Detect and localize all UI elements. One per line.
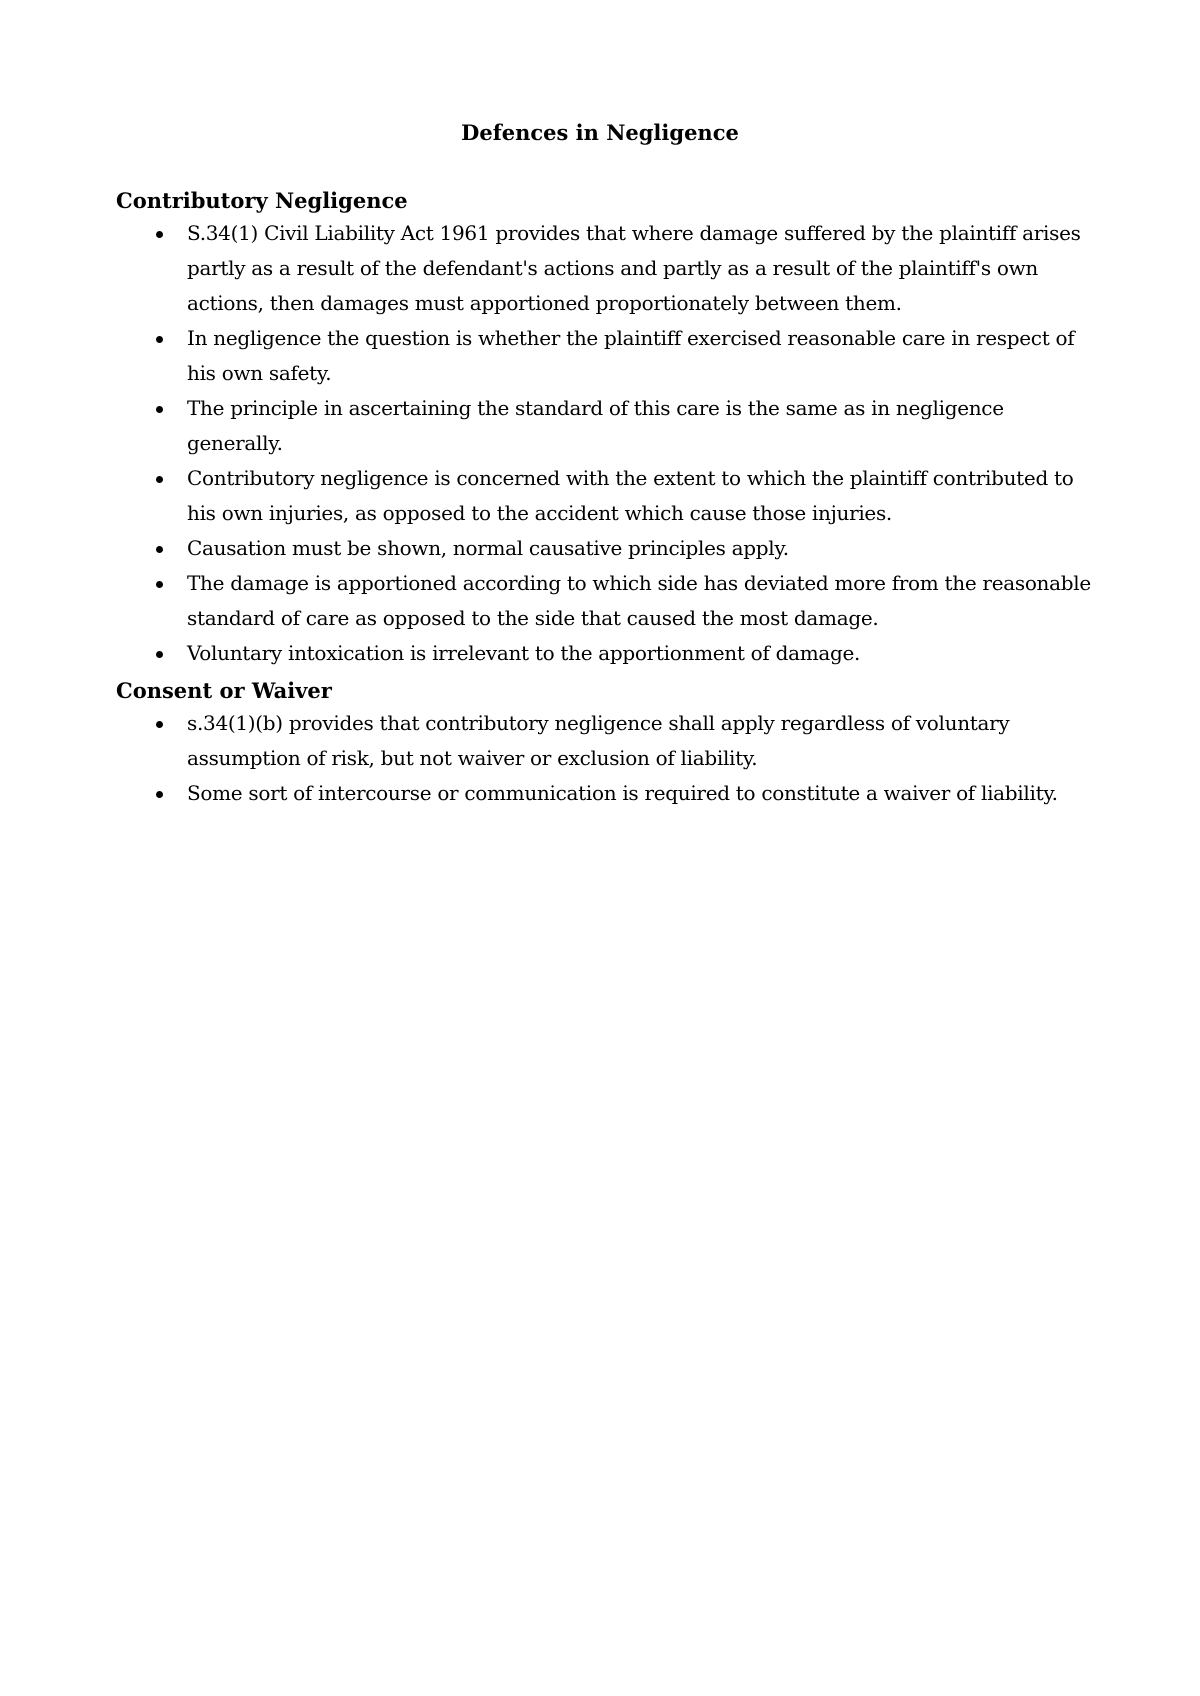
- list-item-text: In negligence the question is whether the plaintiff exercised reasonable care in respect of his own safety.: [187, 326, 1075, 385]
- list-item: [116, 391, 1096, 461]
- section-contributory-negligence: [116, 188, 1096, 671]
- list-item-text: Some sort of intercourse or communication is required to constitute a waiver of liability.: [187, 781, 1058, 805]
- list-item-text: s.34(1)(b) provides that contributory negligence shall apply regardless of voluntary assumption of risk, but not waiver or exclusion of liability.: [187, 711, 1010, 770]
- document-title: Defences in Negligence: [461, 120, 739, 145]
- bullet-icon: [156, 231, 163, 238]
- list-item: [116, 216, 1096, 321]
- bullet-icon: [156, 476, 163, 483]
- bullet-list: [116, 216, 1096, 671]
- list-item: [116, 706, 1096, 776]
- bullet-icon: [156, 651, 163, 658]
- section-heading: Contributory Negligence: [116, 188, 408, 213]
- list-item: [116, 461, 1096, 531]
- list-item-text: The damage is apportioned according to which side has deviated more from the reasonable standard of care as opposed to the side that caused the most damage.: [187, 571, 1091, 630]
- list-item-text: Voluntary intoxication is irrelevant to the apportionment of damage.: [187, 641, 861, 665]
- list-item-text: S.34(1) Civil Liability Act 1961 provides that where damage suffered by the plaintiff arises partly as a result of the defendant's actions and partly as a result of the plaintiff's own actions, then damages must apportioned proportionately between them.: [187, 221, 1081, 315]
- section-heading: Consent or Waiver: [116, 678, 332, 703]
- list-item-text: The principle in ascertaining the standard of this care is the same as in negligence generally.: [187, 396, 1004, 455]
- bullet-icon: [156, 336, 163, 343]
- section-consent-or-waiver: [116, 678, 1096, 811]
- list-item: [116, 566, 1096, 636]
- list-item-text: Contributory negligence is concerned with the extent to which the plaintiff contributed to his own injuries, as opposed to the accident which cause those injuries.: [187, 466, 1074, 525]
- list-item: [116, 531, 1096, 566]
- bullet-icon: [156, 581, 163, 588]
- bullet-icon: [156, 546, 163, 553]
- bullet-icon: [156, 406, 163, 413]
- bullet-icon: [156, 791, 163, 798]
- bullet-list: [116, 706, 1096, 811]
- list-item: [116, 776, 1096, 811]
- list-item: [116, 321, 1096, 391]
- list-item-text: Causation must be shown, normal causative principles apply.: [187, 536, 789, 560]
- bullet-icon: [156, 721, 163, 728]
- list-item: [116, 636, 1096, 671]
